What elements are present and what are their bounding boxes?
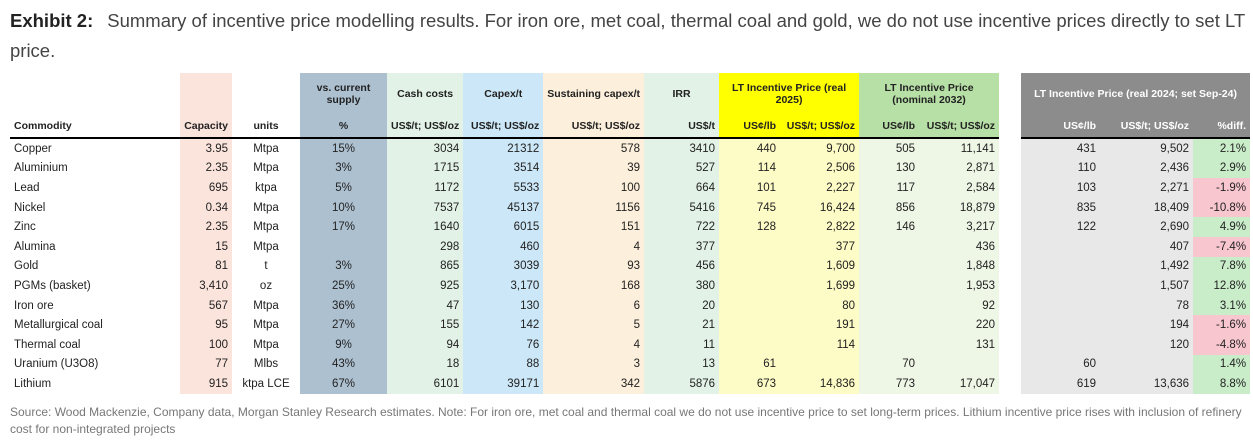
- commodity-cell: Aluminium: [14, 162, 68, 175]
- real2025-dollars-cell: 16,424: [780, 198, 859, 218]
- sustaining-cell: 6: [543, 296, 644, 316]
- irr-cell: 380: [644, 276, 719, 296]
- diff-cell: 8.8%: [1193, 374, 1250, 394]
- nominal-dollars-cell: 436: [919, 237, 999, 257]
- supply-cell: 27%: [300, 315, 387, 335]
- table-row: [10, 257, 1250, 277]
- units-cell: Mlbs: [253, 358, 279, 371]
- diff-cell: -1.6%: [1193, 315, 1250, 335]
- header-group-commodity: [10, 73, 180, 114]
- units-cell: t: [264, 260, 268, 273]
- diff-cell: -7.4%: [1193, 237, 1250, 257]
- supply-cell: [300, 237, 387, 257]
- supply-cell: 3%: [300, 159, 387, 179]
- column-spacer: [999, 276, 1021, 296]
- irr-cell: 13: [644, 355, 719, 375]
- cash-cost-cell: 1172: [387, 178, 463, 198]
- capacity-cell: 15: [180, 237, 232, 257]
- cash-cost-cell: 18: [387, 355, 463, 375]
- nominal-dollars-cell: 3,217: [919, 217, 999, 237]
- header-capacity: Capacity: [180, 114, 232, 138]
- real2024-dollars-cell: 2,271: [1100, 178, 1193, 198]
- capex-cell: 88: [463, 355, 543, 375]
- header-row-group: [10, 73, 1250, 114]
- header-group-capex: Capex/t: [463, 73, 543, 114]
- sustaining-cell: 578: [543, 138, 644, 159]
- nominal-cents-cell: 146: [859, 217, 919, 237]
- nominal-dollars-cell: [919, 355, 999, 375]
- incentive-price-table: [10, 73, 1250, 394]
- real2024-cents-cell: [1021, 296, 1100, 316]
- commodity-cell: Uranium (U3O8): [14, 358, 99, 371]
- nominal-dollars-cell: 11,141: [919, 138, 999, 159]
- irr-cell: 3410: [644, 138, 719, 159]
- units-cell: Mtpa: [253, 338, 279, 351]
- real2025-dollars-cell: 1,609: [780, 257, 859, 277]
- units-cell: ktpa: [255, 181, 277, 194]
- nominal-dollars-cell: 17,047: [919, 374, 999, 394]
- capacity-cell: 100: [180, 335, 232, 355]
- capacity-cell: 95: [180, 315, 232, 335]
- sustaining-cell: 39: [543, 159, 644, 179]
- sustaining-cell: 151: [543, 217, 644, 237]
- irr-cell: 20: [644, 296, 719, 316]
- exhibit-label: Exhibit 2:: [10, 10, 94, 31]
- real2025-dollars-cell: 80: [780, 296, 859, 316]
- cash-cost-cell: 298: [387, 237, 463, 257]
- table-row: [10, 198, 1250, 218]
- nominal-cents-cell: 856: [859, 198, 919, 218]
- diff-cell: 2.1%: [1193, 138, 1250, 159]
- column-spacer: [999, 315, 1021, 335]
- nominal-dollars-cell: 1,953: [919, 276, 999, 296]
- capacity-cell: 2.35: [180, 217, 232, 237]
- table-row: [10, 276, 1250, 296]
- nominal-cents-cell: [859, 237, 919, 257]
- header-irr-unit: US$/t: [644, 114, 719, 138]
- header-group-irr: IRR: [644, 73, 719, 114]
- nominal-dollars-cell: 2,584: [919, 178, 999, 198]
- real2024-cents-cell: [1021, 237, 1100, 257]
- cash-cost-cell: 925: [387, 276, 463, 296]
- units-cell: ktpa LCE: [242, 377, 290, 390]
- nominal-cents-cell: 505: [859, 138, 919, 159]
- capacity-cell: 3.95: [180, 138, 232, 159]
- header-group-units: [232, 73, 300, 114]
- header-group-capacity: [180, 73, 232, 114]
- real2025-dollars-cell: 2,822: [780, 217, 859, 237]
- header-nominal-cents: US¢/lb: [859, 114, 919, 138]
- supply-cell: 25%: [300, 276, 387, 296]
- capacity-cell: 567: [180, 296, 232, 316]
- header-cash-costs-unit: US$/t; US$/oz: [387, 114, 463, 138]
- capex-cell: 6015: [463, 217, 543, 237]
- supply-cell: 43%: [300, 355, 387, 375]
- irr-cell: 5416: [644, 198, 719, 218]
- nominal-cents-cell: [859, 276, 919, 296]
- header-group-cash-costs: Cash costs: [387, 73, 463, 114]
- units-cell: Mtpa: [253, 299, 279, 312]
- column-spacer: [999, 374, 1021, 394]
- real2024-dollars-cell: 194: [1100, 315, 1193, 335]
- header-units: units: [232, 114, 300, 138]
- table-body: [10, 138, 1250, 394]
- units-cell: Mtpa: [253, 240, 279, 253]
- cash-cost-cell: 47: [387, 296, 463, 316]
- real2024-dollars-cell: 13,636: [1100, 374, 1193, 394]
- capex-cell: 142: [463, 315, 543, 335]
- real2024-dollars-cell: 78: [1100, 296, 1193, 316]
- diff-cell: 2.9%: [1193, 159, 1250, 179]
- real2025-cents-cell: [719, 315, 780, 335]
- sustaining-cell: 4: [543, 237, 644, 257]
- nominal-cents-cell: [859, 257, 919, 277]
- units-cell: Mtpa: [253, 221, 279, 234]
- nominal-dollars-cell: 220: [919, 315, 999, 335]
- exhibit-title: [10, 6, 1245, 66]
- column-spacer: [999, 237, 1021, 257]
- capex-cell: 130: [463, 296, 543, 316]
- real2024-cents-cell: [1021, 276, 1100, 296]
- header-group-lt-nominal-2032: LT Incentive Price (nominal 2032): [859, 73, 999, 114]
- diff-cell: 3.1%: [1193, 296, 1250, 316]
- header-real2024-cents: US¢/lb: [1021, 114, 1100, 138]
- cash-cost-cell: 865: [387, 257, 463, 277]
- table-row: [10, 237, 1250, 257]
- column-spacer: [999, 296, 1021, 316]
- capex-cell: 3514: [463, 159, 543, 179]
- header-supply-pct: %: [300, 114, 387, 138]
- supply-cell: 15%: [300, 138, 387, 159]
- real2025-dollars-cell: [780, 355, 859, 375]
- sustaining-cell: 4: [543, 335, 644, 355]
- column-spacer: [999, 159, 1021, 179]
- header-real2025-dollars: US$/t; US$/oz: [780, 114, 859, 138]
- table-row: [10, 374, 1250, 394]
- real2024-cents-cell: [1021, 257, 1100, 277]
- real2024-dollars-cell: 1,492: [1100, 257, 1193, 277]
- nominal-cents-cell: 773: [859, 374, 919, 394]
- capex-cell: 76: [463, 335, 543, 355]
- capex-cell: 3,170: [463, 276, 543, 296]
- diff-cell: 7.8%: [1193, 257, 1250, 277]
- capacity-cell: 77: [180, 355, 232, 375]
- cash-cost-cell: 94: [387, 335, 463, 355]
- capacity-cell: 3,410: [180, 276, 232, 296]
- units-cell: oz: [259, 279, 273, 292]
- capex-cell: 460: [463, 237, 543, 257]
- table-row: [10, 296, 1250, 316]
- real2025-cents-cell: [719, 296, 780, 316]
- irr-cell: 11: [644, 335, 719, 355]
- header-nominal-dollars: US$/t; US$/oz: [919, 114, 999, 138]
- real2025-cents-cell: [719, 276, 780, 296]
- supply-cell: 10%: [300, 198, 387, 218]
- supply-cell: 36%: [300, 296, 387, 316]
- commodity-cell: Metallurgical coal: [14, 319, 103, 332]
- real2025-cents-cell: 114: [719, 159, 780, 179]
- sustaining-cell: 168: [543, 276, 644, 296]
- capex-cell: 5533: [463, 178, 543, 198]
- nominal-cents-cell: [859, 335, 919, 355]
- table-row: [10, 335, 1250, 355]
- nominal-dollars-cell: 2,871: [919, 159, 999, 179]
- real2025-dollars-cell: 9,700: [780, 138, 859, 159]
- sustaining-cell: 342: [543, 374, 644, 394]
- capex-cell: 39171: [463, 374, 543, 394]
- sustaining-cell: 93: [543, 257, 644, 277]
- commodity-cell: PGMs (basket): [14, 279, 91, 292]
- header-capex-unit: US$/t; US$/oz: [463, 114, 543, 138]
- column-spacer: [999, 198, 1021, 218]
- irr-cell: 722: [644, 217, 719, 237]
- commodity-cell: Gold: [14, 260, 39, 273]
- capex-cell: 3039: [463, 257, 543, 277]
- real2025-cents-cell: 61: [719, 355, 780, 375]
- table-row: [10, 315, 1250, 335]
- table-row: [10, 355, 1250, 375]
- real2024-cents-cell: 110: [1021, 159, 1100, 179]
- exhibit-caption: Summary of incentive price modelling results. For iron ore, met coal, thermal coal and gold, we do not use incentive prices directly to set LT price.: [10, 10, 1245, 61]
- real2025-dollars-cell: 2,227: [780, 178, 859, 198]
- header-sustaining-unit: US$/t; US$/oz: [543, 114, 644, 138]
- capacity-cell: 2.35: [180, 159, 232, 179]
- nominal-cents-cell: 117: [859, 178, 919, 198]
- nominal-dollars-cell: 1,848: [919, 257, 999, 277]
- cash-cost-cell: 1640: [387, 217, 463, 237]
- column-spacer: [999, 73, 1021, 114]
- commodity-cell: Lead: [14, 181, 40, 194]
- irr-cell: 5876: [644, 374, 719, 394]
- real2024-dollars-cell: 2,690: [1100, 217, 1193, 237]
- real2025-cents-cell: [719, 335, 780, 355]
- header-diff-pct: %diff.: [1193, 114, 1250, 138]
- column-spacer: [999, 217, 1021, 237]
- real2024-cents-cell: 431: [1021, 138, 1100, 159]
- real2024-dollars-cell: 2,436: [1100, 159, 1193, 179]
- header-group-supply: vs. current supply: [300, 73, 387, 114]
- real2024-cents-cell: 60: [1021, 355, 1100, 375]
- irr-cell: 377: [644, 237, 719, 257]
- real2024-dollars-cell: [1100, 355, 1193, 375]
- commodity-cell: Iron ore: [14, 299, 54, 312]
- nominal-dollars-cell: 18,879: [919, 198, 999, 218]
- units-cell: Mtpa: [253, 142, 279, 155]
- diff-cell: -4.8%: [1193, 335, 1250, 355]
- cash-cost-cell: 1715: [387, 159, 463, 179]
- supply-cell: 9%: [300, 335, 387, 355]
- table-row: [10, 217, 1250, 237]
- real2025-cents-cell: [719, 257, 780, 277]
- real2024-cents-cell: 835: [1021, 198, 1100, 218]
- header-group-sustaining-capex: Sustaining capex/t: [543, 73, 644, 114]
- real2025-dollars-cell: 377: [780, 237, 859, 257]
- real2025-cents-cell: [719, 237, 780, 257]
- cash-cost-cell: 155: [387, 315, 463, 335]
- sustaining-cell: 100: [543, 178, 644, 198]
- column-spacer: [999, 114, 1021, 138]
- commodity-cell: Copper: [14, 142, 52, 155]
- real2025-dollars-cell: 1,699: [780, 276, 859, 296]
- real2024-dollars-cell: 120: [1100, 335, 1193, 355]
- table-row: [10, 178, 1250, 198]
- header-commodity: Commodity: [10, 114, 180, 138]
- real2025-dollars-cell: 114: [780, 335, 859, 355]
- commodity-cell: Lithium: [14, 377, 52, 390]
- capacity-cell: 695: [180, 178, 232, 198]
- nominal-cents-cell: [859, 315, 919, 335]
- real2025-dollars-cell: 14,836: [780, 374, 859, 394]
- sustaining-cell: 1156: [543, 198, 644, 218]
- source-note: Source: Wood Mackenzie, Company data, Morgan Stanley Research estimates. Note: For iron ore, met coal and thermal coal we do not use incentive price to set long-term prices. Lithium incentive price rises with inclusion of refinery cost for non-integrated projects: [10, 405, 1242, 436]
- cash-cost-cell: 3034: [387, 138, 463, 159]
- irr-cell: 21: [644, 315, 719, 335]
- column-spacer: [999, 335, 1021, 355]
- column-spacer: [999, 257, 1021, 277]
- header-real2025-cents: US¢/lb: [719, 114, 780, 138]
- capex-cell: 21312: [463, 138, 543, 159]
- real2024-dollars-cell: 9,502: [1100, 138, 1193, 159]
- header-group-lt-real-2025: LT Incentive Price (real 2025): [719, 73, 859, 114]
- real2025-dollars-cell: 191: [780, 315, 859, 335]
- supply-cell: 67%: [300, 374, 387, 394]
- table-row: [10, 138, 1250, 159]
- irr-cell: 664: [644, 178, 719, 198]
- real2024-dollars-cell: 18,409: [1100, 198, 1193, 218]
- real2024-cents-cell: 619: [1021, 374, 1100, 394]
- real2024-cents-cell: [1021, 335, 1100, 355]
- nominal-dollars-cell: 92: [919, 296, 999, 316]
- sustaining-cell: 3: [543, 355, 644, 375]
- real2024-cents-cell: 122: [1021, 217, 1100, 237]
- supply-cell: 5%: [300, 178, 387, 198]
- capacity-cell: 915: [180, 374, 232, 394]
- units-cell: Mtpa: [253, 319, 279, 332]
- commodity-cell: Thermal coal: [14, 338, 81, 351]
- sustaining-cell: 5: [543, 315, 644, 335]
- capacity-cell: 81: [180, 257, 232, 277]
- real2024-dollars-cell: 1,507: [1100, 276, 1193, 296]
- diff-cell: 12.8%: [1193, 276, 1250, 296]
- nominal-cents-cell: 130: [859, 159, 919, 179]
- header-real2024-dollars: US$/t; US$/oz: [1100, 114, 1193, 138]
- real2025-cents-cell: 745: [719, 198, 780, 218]
- header-group-lt-real-2024: LT Incentive Price (real 2024; set Sep-24): [1021, 73, 1250, 114]
- units-cell: Mtpa: [253, 201, 279, 214]
- capex-cell: 45137: [463, 198, 543, 218]
- irr-cell: 527: [644, 159, 719, 179]
- real2025-cents-cell: 128: [719, 217, 780, 237]
- real2025-cents-cell: 101: [719, 178, 780, 198]
- header-row-units: [10, 114, 1250, 138]
- commodity-cell: Nickel: [14, 201, 46, 214]
- column-spacer: [999, 138, 1021, 159]
- nominal-dollars-cell: 131: [919, 335, 999, 355]
- real2025-dollars-cell: 2,506: [780, 159, 859, 179]
- supply-cell: 3%: [300, 257, 387, 277]
- real2024-dollars-cell: 407: [1100, 237, 1193, 257]
- nominal-cents-cell: 70: [859, 355, 919, 375]
- irr-cell: 456: [644, 257, 719, 277]
- commodity-cell: Alumina: [14, 240, 56, 253]
- nominal-cents-cell: [859, 296, 919, 316]
- column-spacer: [999, 178, 1021, 198]
- cash-cost-cell: 6101: [387, 374, 463, 394]
- commodity-cell: Zinc: [14, 221, 36, 234]
- capacity-cell: 0.34: [180, 198, 232, 218]
- diff-cell: 4.9%: [1193, 217, 1250, 237]
- cash-cost-cell: 7537: [387, 198, 463, 218]
- column-spacer: [999, 355, 1021, 375]
- diff-cell: -10.8%: [1193, 198, 1250, 218]
- real2025-cents-cell: 673: [719, 374, 780, 394]
- diff-cell: -1.9%: [1193, 178, 1250, 198]
- real2025-cents-cell: 440: [719, 138, 780, 159]
- units-cell: Mtpa: [253, 162, 279, 175]
- supply-cell: 17%: [300, 217, 387, 237]
- real2024-cents-cell: [1021, 315, 1100, 335]
- real2024-cents-cell: 103: [1021, 178, 1100, 198]
- table-row: [10, 159, 1250, 179]
- diff-cell: 1.4%: [1193, 355, 1250, 375]
